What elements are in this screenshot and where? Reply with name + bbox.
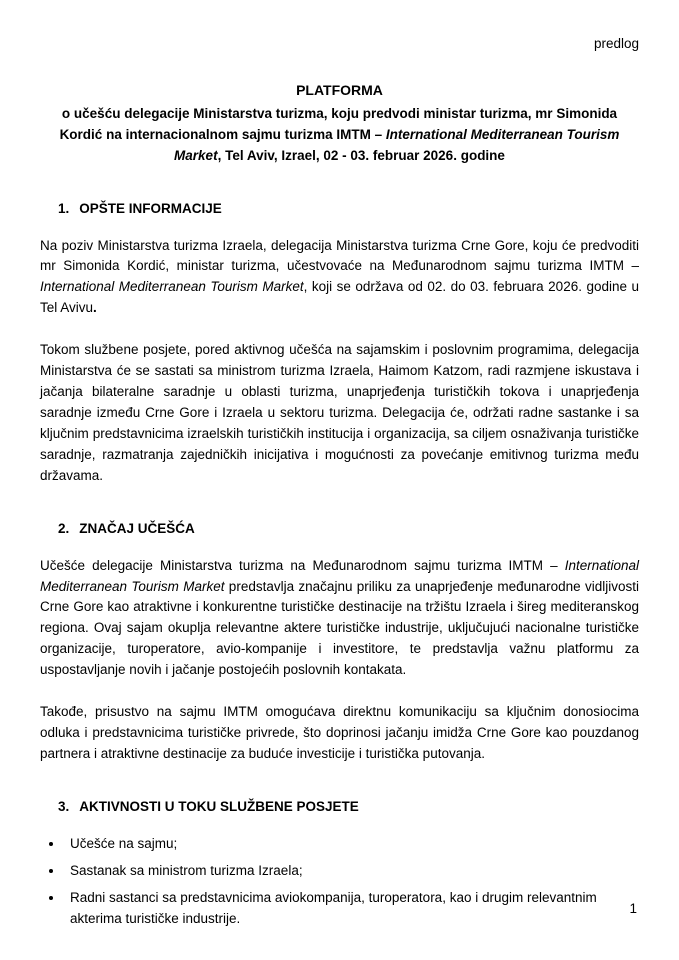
paragraph-italic-text: International Mediterranean Tourism Market	[40, 557, 639, 594]
corner-note: predlog	[593, 36, 639, 51]
section-1	[40, 199, 639, 487]
paragraph-text: , koji se održava od 02. do 03. februara 2026. godine u Tel Avivu	[40, 279, 639, 316]
section-2	[40, 519, 639, 765]
section-3	[40, 797, 639, 930]
section-1-paragraph-2: Tokom službene posjete, pored aktivnog učešća na sajamskim i poslovnim programima, delegacija Ministarstva će se sastati sa ministrom turizma Izraela, Haimom Katzom, radi razmjene iskustava i jačanja bilateralne saradnje u oblasti turizma, unaprjeđenja turističkih tokova i unaprjeđenja saradnje između Crne Gore i Izraela u sektoru turizma. Delegacija će, održati radne sastanke i sa ključnim predstavnicima izraelskih turističkih institucija i organizacija, sa ciljem osnaživanja turističke saradnje, razmatranja zajedničkih inicijativa i mogućnosti za povećanje emitivnog turizma među državama.	[40, 342, 639, 483]
paragraph-bold-text: .	[93, 300, 97, 316]
paragraph-italic-text: International Mediterranean Tourism Market	[40, 279, 304, 295]
page-number: 1	[629, 901, 637, 916]
list-item: • Radni sastanci sa predstavnicima aviokompanija, turoperatora, kao i drugim relevantnim akterima turističke industrije.	[64, 888, 639, 930]
document-title: PLATFORMA	[296, 82, 383, 99]
section-3-heading-text: AKTIVNOSTI U TOKU SLUŽBENE POSJETE	[79, 798, 359, 814]
section-1-heading-text: OPŠTE INFORMACIJE	[79, 200, 222, 216]
section-2-number: 2.	[58, 520, 70, 536]
document-subtitle	[40, 104, 639, 167]
paragraph-text: Učešće delegacije Ministarstva turizma na Međunarodnom sajmu turizma IMTM –	[40, 557, 565, 573]
section-2-heading-text: ZNAČAJ UČEŠĆA	[79, 520, 195, 536]
activities-list	[40, 834, 639, 930]
subtitle-text-before: o učešću delegacije Ministarstva turizma, koju predvodi ministar turizma, mr Simonida Kordić na internacionalnom sajmu turizma IMTM –	[59, 105, 618, 142]
section-1-number: 1.	[58, 200, 70, 216]
section-1-heading	[40, 199, 639, 220]
section-2-paragraph-2: Takođe, prisustvo na sajmu IMTM omogućava direktnu komunikaciju sa ključnim donosiocima odluka i predstavnicima turističke privrede, što doprinosi jačanju imidža Crne Gore kao pouzdanog partnera i atraktivne destinacije za buduće investicije i turistička putovanja.	[40, 704, 639, 761]
subtitle-italic-text: International Mediterranean Tourism Market	[174, 126, 620, 163]
list-item: • Učešće na sajmu;	[64, 834, 639, 855]
section-3-heading	[40, 797, 639, 818]
section-2-heading	[40, 519, 639, 540]
subtitle-text-after: , Tel Aviv, Izrael, 02 - 03. februar 2026. godine	[217, 147, 505, 163]
paragraph-text: Na poziv Ministarstva turizma Izraela, delegacija Ministarstva turizma Crne Gore, koju će predvoditi mr Simonida Kordić, ministar turizma, učestvovaće na Međunarodnom sajmu turizma IMTM –	[40, 237, 639, 274]
list-item: • Sastanak sa ministrom turizma Izraela;	[64, 861, 639, 882]
section-2-paragraph-1	[40, 556, 639, 682]
section-1-paragraph-1	[40, 236, 639, 320]
paragraph-text: predstavlja značajnu priliku za unaprjeđenje međunarodne vidljivosti Crne Gore kao atraktivne i konkurentne turističke destinacije na tržištu Izraela i šireg mediteranskog regiona. Ovaj sajam okuplja relevantne aktere turističke industrije, uključujući nacionalne turističke organizacije, turoperatore, avio-kompanije i investitore, te predstavlja važnu platformu za uspostavljanje novih i jačanje postojećih poslovnih kontakata.	[40, 578, 639, 678]
section-3-number: 3.	[58, 798, 70, 814]
